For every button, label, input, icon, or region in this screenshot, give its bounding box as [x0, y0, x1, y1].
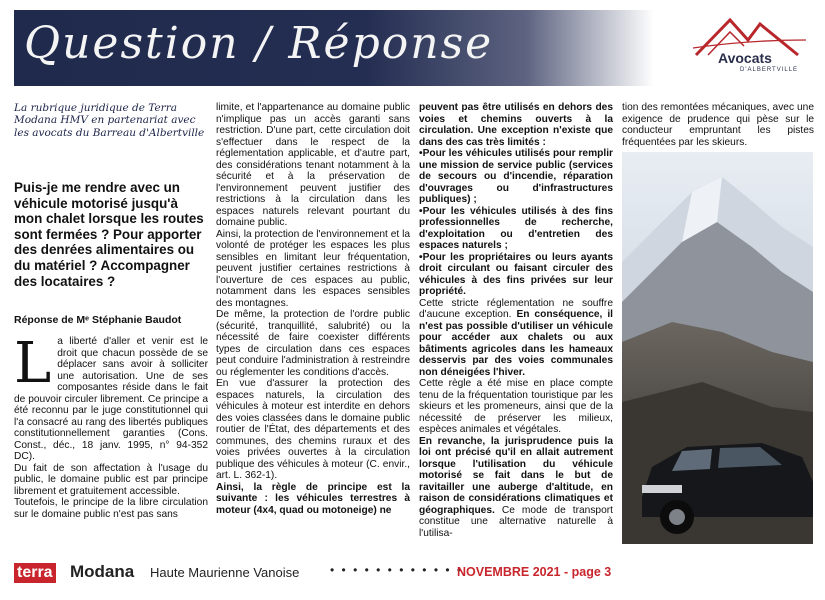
page-title: Question / Réponse: [24, 18, 494, 69]
brand-terra: terra: [14, 563, 56, 583]
bullet-item: •Pour les véhicules utilisés à des fins professionnelles de recherche, d'exploitation ou d'entretien des espaces naturels ;: [419, 205, 613, 251]
logo-name: Avocats: [718, 50, 772, 66]
paragraph: Du fait de son affectation à l'usage du public, le domaine public est par principe librement et gratuitement accessible.: [14, 462, 208, 497]
brand-region: Haute Maurienne Vanoise: [150, 565, 300, 580]
text-span-bold: En revanche, la jurisprudence puis la loi ont précisé qu'il en allait autrement lorsque l'utilisation du véhicule motorisé se fait dans le but de ravitailler une auberge d'altitude, en raison de considérations climatiques et géographiques.: [419, 435, 613, 516]
paragraph: Cette règle a été mise en place compte tenu de la fréquentation touristique par les skieurs et les promeneurs, ainsi que de la nécessité de préserver les milieux, espèces animales et végétales.: [419, 378, 613, 435]
paragraph: [419, 436, 613, 540]
brand-modana: Modana: [70, 562, 135, 581]
mountain-car-photo: [622, 152, 813, 544]
text-span: Cette stricte réglementation ne souffre d'aucune exception.: [419, 297, 613, 320]
paragraph: Ainsi, la protection de l'environnement et la volonté de protéger les espaces les plus sensibles en limitant leur fréquentation, peuvent justifier certaines restrictions à l'ouverture de ces espaces au public, notamment dans les espaces sensibles des montagnes.: [216, 228, 410, 309]
column-3: [419, 102, 613, 539]
paragraph: tion des remontées mécaniques, avec une exigence de prudence qui pèse sur le conducteur empruntant les pistes fréquentées par les skieurs.: [622, 102, 814, 148]
text-span: Ce mode de transport constitue une alternative naturelle à l'utilisa-: [419, 504, 613, 539]
paragraph: En vue d'assurer la protection des espaces naturels, la circulation des véhicules à moteur est interdite en dehors des voies classées dans le domaine public routier de l'État, des départements et des communes, des chemins ruraux et des voies privées ouvertes à la circulation publique des véhicules à moteur (C. envir., art. L. 362-1).: [216, 378, 410, 481]
bullet-item: •Pour les véhicules utilisés pour remplir une mission de service public (services de secours ou d'incendie, réparation d'ouvrages ou d'infrastructures publiques) ;: [419, 148, 613, 205]
intro-text: La rubrique juridique de Terra Modana HMV en partenariat avec les avocats du Barreau d'Albertville: [14, 102, 205, 139]
logo-subtitle: D'ALBERTVILLE: [740, 67, 799, 73]
bullet-item: •Pour les propriétaires ou leurs ayants droit circulant ou faisant circuler des véhicules à des fins privées sur leur propriété.: [419, 251, 613, 297]
paragraph: De même, la protection de l'ordre public (sécurité, tranquillité, salubrité) ou la nécessité de faire coexister différents types de circulation dans ces espaces peut conduire l'administration à restreindre ou réglementer les conditions d'accès.: [216, 309, 410, 378]
footer: [14, 563, 814, 585]
paragraph: Toutefois, le principe de la libre circulation sur le domaine public n'est pas sans: [14, 497, 208, 520]
header-banner: [14, 10, 654, 86]
footer-dots: • • • • • • • • • • • •: [330, 563, 464, 577]
drop-cap: L: [14, 331, 52, 396]
question-heading: Puis-je me rendre avec un véhicule motorisé jusqu'à mon chalet lorsque les routes sont fermées ? Pour apporter des denrées alimentaires ou du matériel ? Accompagner des locataires ?: [14, 180, 204, 289]
avocats-logo: [688, 10, 813, 80]
author-line: Réponse de Mᵉ Stéphanie Baudot: [14, 314, 182, 326]
paragraph: [419, 298, 613, 379]
column-1: [14, 331, 208, 520]
page-date: NOVEMBRE 2021 - page 3: [457, 565, 612, 579]
text-span-bold: En conséquence, il n'est pas possible d'utiliser un véhicule pour accéder aux chalets ou aux bâtiments agricoles dans les hameaux desservis par des voies communales non déneigées l'hiver.: [419, 309, 614, 378]
paragraph: Ainsi, la règle de principe est la suivante : les véhicules terrestres à moteur (4x4, quad ou motoneige) ne: [216, 481, 410, 516]
column-4: [622, 102, 814, 148]
column-2: [216, 102, 410, 516]
paragraph: peuvent pas être utilisés en dehors des voies et chemins ouverts à la circulation. Une exception n'existe que dans des cas très limités :: [419, 102, 613, 148]
paragraph: limite, et l'appartenance au domaine public n'implique pas un accès garanti sans restriction. D'une part, cette circulation doit s'effectuer dans le respect de la réglementation applicable, et d'autre part, des considérations tenant notamment à la sécurité et à la préservation de l'environnement peuvent justifier des restrictions à la circulation dans les espaces naturels relevant pourtant du domaine public.: [216, 102, 410, 228]
paragraph: a liberté d'aller et venir est le droit que chacun possède de se déplacer sans avoir à solliciter une autorisation. Une de ses composantes réside dans le fait de pouvoir circuler librement. Ce principe a été reconnu par le juge constitutionnel qui l'a consacré au rang des libertés publiques constitutionnellement garanties (Cons. Const., déc., 18 janv. 1995, n° 94-352 DC).: [14, 336, 208, 462]
